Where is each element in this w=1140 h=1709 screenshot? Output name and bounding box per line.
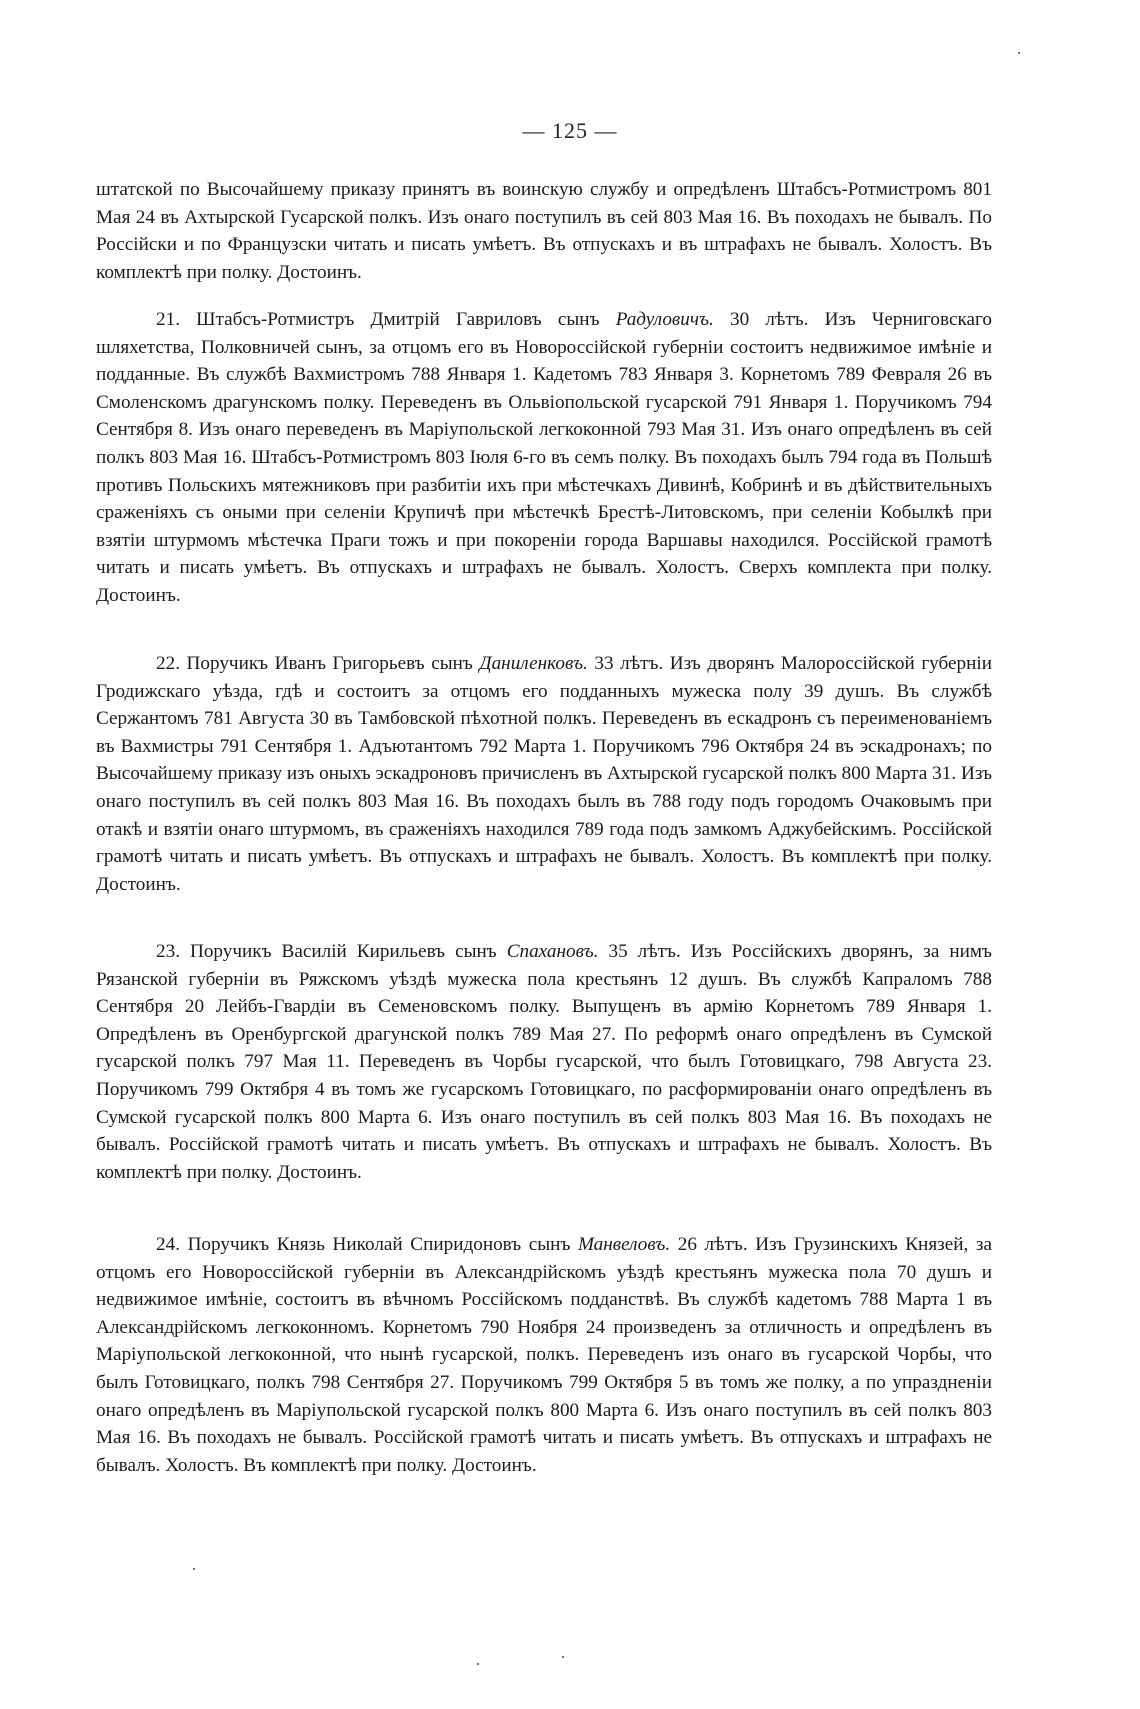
scan-speck bbox=[477, 1663, 479, 1665]
entry-lead: 24. Поручикъ Князь Николай Спиридоновъ сынъ bbox=[156, 1234, 578, 1255]
entry-lead: 21. Штабсъ-Ротмистръ Дмитрій Гавриловъ сынъ bbox=[156, 309, 616, 330]
entry-24 bbox=[96, 1231, 992, 1479]
page-number: — 125 — bbox=[522, 118, 618, 143]
entry-surname: Радуловичъ. bbox=[615, 309, 714, 330]
continuation-paragraph: штатской по Высочайшему приказу принятъ въ воинскую службу и опредѣленъ Штабсъ-Ротмистромъ 801 Мая 24 въ Ахтырской Гусарской полкъ. Изъ онаго поступилъ въ сей 803 Мая 16. Въ походахъ не бывалъ. По Россійски и по Французски читать и писать умѣетъ. Въ отпускахъ и въ штрафахъ не бывалъ. Холостъ. Въ комплектѣ при полку. Достоинъ. bbox=[96, 179, 992, 283]
entry-paragraph bbox=[96, 938, 992, 1186]
entry-21 bbox=[96, 306, 992, 610]
continuation-block bbox=[96, 176, 992, 286]
entry-surname: Даниленковъ. bbox=[479, 653, 588, 674]
entry-paragraph bbox=[96, 650, 992, 898]
scan-speck bbox=[1018, 52, 1020, 54]
entry-paragraph bbox=[96, 306, 992, 610]
entry-surname: Манвеловъ. bbox=[577, 1234, 671, 1255]
entry-surname: Спахановъ. bbox=[506, 941, 599, 962]
entry-paragraph bbox=[96, 1231, 992, 1479]
scan-speck bbox=[562, 1656, 564, 1658]
entry-body: 33 лѣтъ. Изъ дворянъ Малороссійской губерніи Гродижскаго уѣзда, гдѣ и состоитъ за отцомъ его подданныхъ мужеска полу 39 душъ. Въ службѣ Сержантомъ 781 Августа 30 въ Тамбовской пѣхотной полкъ. Переведенъ въ ескадронъ съ переименованіемъ въ Вахмистры 791 Сентября 1. Адъютантомъ 792 Марта 1. Поручикомъ 796 Октября 24 въ эскадронахъ; по Высочайшему приказу изъ оныхъ эскадроновъ причисленъ въ Ахтырской гусарской полкъ 800 Марта 31. Изъ онаго поступилъ въ сей полкъ 803 Мая 16. Въ походахъ былъ въ 788 году подъ городомъ Очаковымъ при отакѣ и взятіи онаго штурмомъ, въ сраженіяхъ находился 789 года подъ замкомъ Аджубейскимъ. Россійской грамотѣ читать и писать умѣетъ. Въ отпускахъ и штрафахъ не бывалъ. Холостъ. Въ комплектѣ при полку. Достоинъ. bbox=[96, 653, 993, 895]
entry-23 bbox=[96, 938, 992, 1186]
entry-body: 35 лѣтъ. Изъ Россійскихъ дворянъ, за нимъ Рязанской губерніи въ Ряжскомъ уѣздѣ мужеска пола крестьянъ 12 душъ. Въ службѣ Капраломъ 788 Сентября 20 Лейбъ-Гвардіи въ Семеновскомъ полку. Выпущенъ въ армію Корнетомъ 789 Января 1. Опредѣленъ въ Оренбургской драгунской полкъ 789 Мая 27. По реформѣ онаго опредѣленъ въ Сумской гусарской полкъ 797 Мая 11. Переведенъ въ Чорбы гусарской, что былъ Готовицкаго, 798 Августа 23. Поручикомъ 799 Октября 4 въ томъ же гусарскомъ Готовицкаго, по расформированіи онаго опредѣленъ въ Сумской гусарской полкъ 800 Марта 6. Изъ онаго поступилъ въ сей полкъ 803 Мая 16. Въ походахъ не бывалъ. Россійской грамотѣ читать и писать умѣетъ. Въ отпускахъ и штрафахъ не бывалъ. Холостъ. Въ комплектѣ при полку. Достоинъ. bbox=[96, 941, 992, 1183]
entry-lead: 22. Поручикъ Иванъ Григорьевъ сынъ bbox=[156, 653, 480, 674]
entry-lead: 23. Поручикъ Василій Кирильевъ сынъ bbox=[156, 941, 507, 962]
entry-22 bbox=[96, 650, 992, 898]
scan-speck bbox=[193, 1568, 195, 1570]
entry-body: 26 лѣтъ. Изъ Грузинскихъ Князей, за отцомъ его Новороссійской губерніи въ Александрійскомъ уѣздѣ крестьянъ мужеска пола 70 душъ и недвижимое имѣніе, состоитъ въ вѣчномъ Россійскомъ подданствѣ. Въ службѣ кадетомъ 788 Марта 1 въ Александрійскомъ легкоконномъ. Корнетомъ 790 Ноября 24 произведенъ за отличность и опредѣленъ въ Маріупольской легкоконной, что нынѣ гусарской, полкъ. Переведенъ изъ онаго въ гусарской Чорбы, что былъ Готовицкаго, полкъ 798 Сентября 27. Поручикомъ 799 Октября 5 въ томъ же полку, а по упраздненіи онаго опредѣленъ въ Маріупольской гусарской полкъ 800 Марта 6. Изъ онаго поступилъ въ сей полкъ 803 Мая 16. Въ походахъ не бывалъ. Россійской грамотѣ читать и писать умѣетъ. Въ отпускахъ и штрафахъ не бывалъ. Холостъ. Въ комплектѣ при полку. Достоинъ. bbox=[96, 1234, 992, 1476]
entry-body: 30 лѣтъ. Изъ Черниговскаго шляхетства, Полковничей сынъ, за отцомъ его въ Новороссійской губерніи состоитъ недвижимое имѣніе и подданные. Въ службѣ Вахмистромъ 788 Января 1. Кадетомъ 783 Января 3. Корнетомъ 789 Февраля 26 въ Смоленскомъ драгунскомъ полку. Переведенъ въ Ольвіопольской гусарской 791 Января 1. Поручикомъ 794 Сентября 8. Изъ онаго переведенъ въ Маріупольской легкоконной 793 Мая 31. Изъ онаго опредѣленъ въ сей полкъ 803 Мая 16. Штабсъ-Ротмистромъ 803 Іюля 6-го въ семъ полку. Въ походахъ былъ 794 года въ Польшѣ противъ Польскихъ мятежниковъ при разбитіи ихъ при мѣстечкахъ Дивинѣ, Кобринѣ и въ дѣйствительныхъ сраженіяхъ съ оными при селеніи Крупичѣ при мѣстечкѣ Брестѣ-Литовскомъ, при селеніи Кобылкѣ при взятіи штурмомъ мѣстечка Праги тожъ и при покореніи города Варшавы находился. Россійской грамотѣ читать и писать умѣетъ. Въ отпускахъ и штрафахъ не бывалъ. Холостъ. Сверхъ комплекта при полку. Достоинъ. bbox=[96, 309, 992, 606]
